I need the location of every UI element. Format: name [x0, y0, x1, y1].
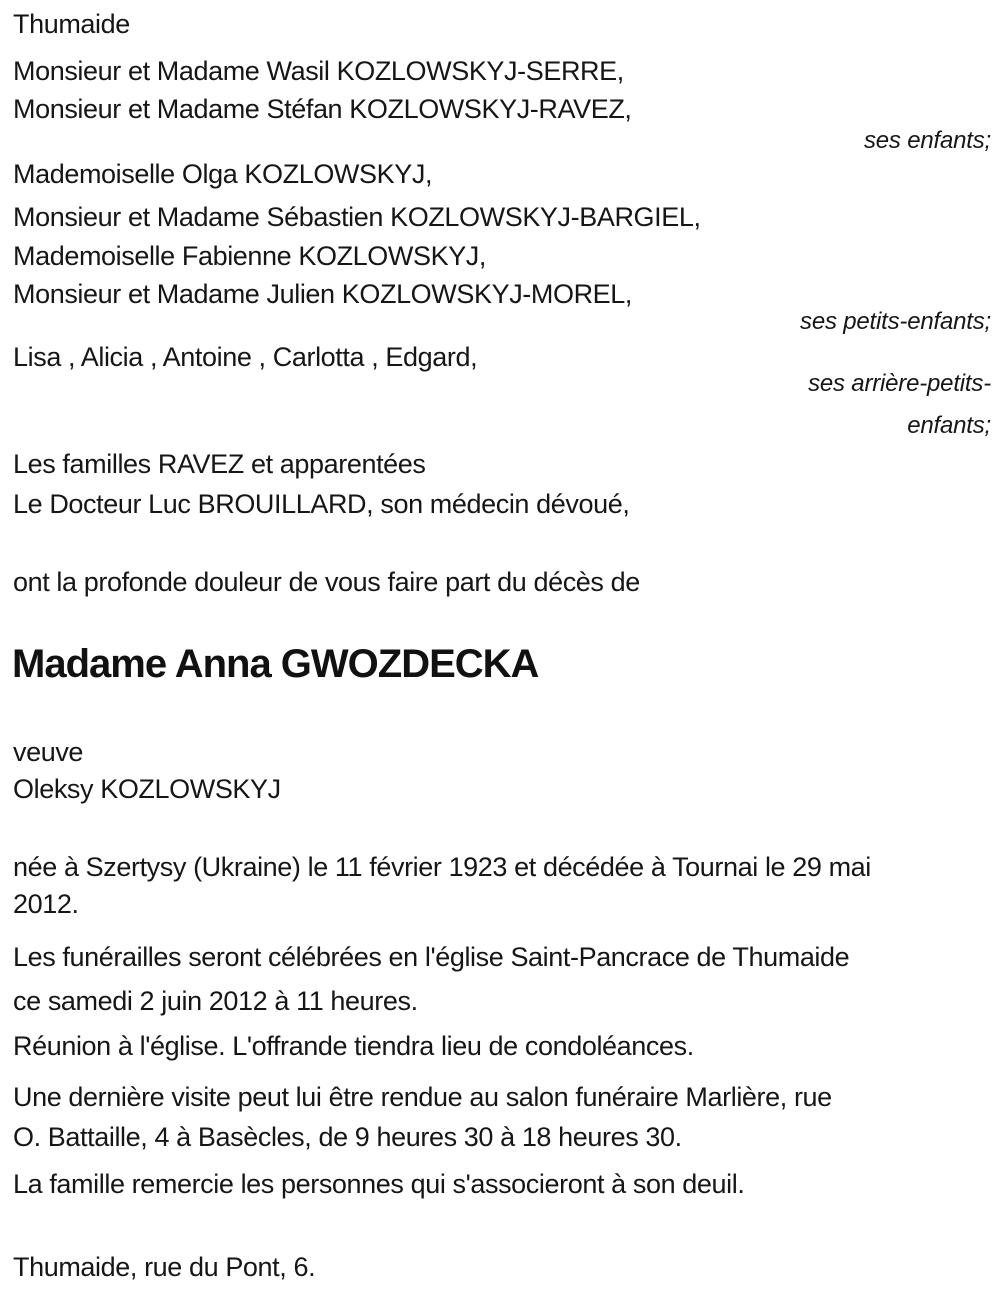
grandchild-name-line: Monsieur et Madame Sébastien KOZLOWSKYJ-BARGIEL, [13, 202, 701, 232]
announcement-line: ont la profonde douleur de vous faire part du décès de [13, 567, 640, 597]
families-line: Les familles RAVEZ et apparentées [13, 449, 426, 479]
thanks-line: La famille remercie les personnes qui s'associeront à son deuil. [13, 1169, 745, 1199]
birth-death-line2: 2012. [13, 889, 79, 919]
great-grandchildren-relation-label-line2: enfants; [907, 412, 991, 439]
grandchild-name-line: Monsieur et Madame Julien KOZLOWSKYJ-MOREL, [13, 279, 633, 309]
children-relation-label: ses enfants; [863, 127, 991, 154]
last-visit-line2: O. Battaille, 4 à Basècles, de 9 heures 30 à 18 heures 30. [13, 1122, 682, 1152]
deceased-name-title: Madame Anna GWOZDECKA [12, 642, 539, 686]
child-name-line: Monsieur et Madame Stéfan KOZLOWSKYJ-RAVEZ, [13, 94, 632, 124]
great-grandchildren-relation-label-line1: ses arrière-petits- [808, 370, 991, 397]
funeral-line1: Les funérailles seront célébrées en l'église Saint-Pancrace de Thumaide [13, 942, 850, 972]
grandchild-name-line: Mademoiselle Fabienne KOZLOWSKYJ, [13, 241, 486, 271]
grandchild-name-line: Mademoiselle Olga KOZLOWSKYJ, [13, 159, 433, 189]
great-grandchildren-names-line: Lisa , Alicia , Antoine , Carlotta , Edgard, [13, 342, 478, 372]
last-visit-line1: Une dernière visite peut lui être rendue au salon funéraire Marlière, rue [13, 1082, 832, 1112]
place-header: Thumaide [13, 9, 130, 39]
doctor-line: Le Docteur Luc BROUILLARD, son médecin dévoué, [13, 489, 630, 519]
address-line: Thumaide, rue du Pont, 6. [13, 1252, 316, 1282]
funeral-line2: ce samedi 2 juin 2012 à 11 heures. [13, 986, 418, 1016]
child-name-line: Monsieur et Madame Wasil KOZLOWSKYJ-SERRE, [13, 56, 624, 86]
widow-label: veuve [13, 737, 84, 767]
reunion-line: Réunion à l'église. L'offrande tiendra lieu de condoléances. [13, 1031, 694, 1061]
spouse-name-line: Oleksy KOZLOWSKYJ [13, 774, 281, 804]
birth-death-line1: née à Szertysy (Ukraine) le 11 février 1923 et décédée à Tournai le 29 mai [13, 852, 871, 882]
grandchildren-relation-label: ses petits-enfants; [800, 308, 991, 335]
